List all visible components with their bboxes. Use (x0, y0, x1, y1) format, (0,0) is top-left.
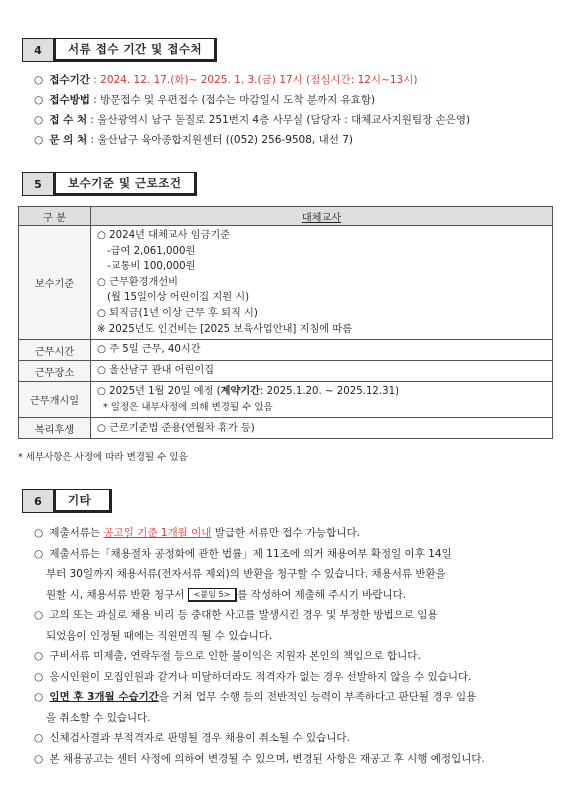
table-header-substitute-teacher: 대체교사 (91, 207, 553, 226)
info-label: 접수기간 (49, 74, 90, 86)
info-row-period: ○ 접수기간 : 2024. 12. 17.(화)~ 2025. 1. 3.(금) 17시 (점심시간: 12시~13시) (34, 74, 418, 86)
row-content (91, 226, 553, 340)
row-content: ○ 울산남구 관내 어린이집 (91, 361, 553, 382)
attachment-badge: <붙임 5> (188, 588, 238, 602)
info-label: 접수방법 (49, 94, 90, 106)
section-title: 보수기준 및 근로조건 (56, 172, 197, 196)
content-note: * 일정은 내부사정에 의해 변경될 수 있음 (103, 401, 273, 413)
row-content (91, 382, 553, 418)
table-header-category: 구 분 (19, 207, 91, 226)
pay-conditions-table (18, 206, 553, 439)
table-row (19, 382, 553, 418)
info-value: 울산남구 육아종합지원센터 ((052) 256-9508, 내선 7) (97, 134, 353, 146)
info-label: 문 의 처 (49, 134, 88, 146)
info-label: 접 수 처 (49, 114, 88, 126)
content-line: -교통비 100,000원 (107, 261, 196, 273)
section-number: 6 (22, 489, 56, 513)
content-line: ○ 퇴직금(1년 이상 근무 후 퇴직 시) (97, 307, 258, 319)
section-6-header (22, 489, 112, 513)
row-label: 복리후생 (19, 418, 91, 439)
section-number: 4 (22, 38, 56, 62)
info-value: 방문접수 및 우편접수 (접수는 마감일시 도착 분까지 유효함) (100, 94, 376, 106)
content-line: (월 15일이상 어린이집 지원 시) (107, 292, 250, 304)
row-label: 근무장소 (19, 361, 91, 382)
row-label: 근무시간 (19, 340, 91, 361)
table-header-row (19, 207, 553, 226)
table-row (19, 361, 553, 382)
content-line: ○ 2024년 대체교사 임금기준 (97, 230, 231, 241)
content-line: ○ 2025년 1월 20일 예정 (계약기간: 2025.1.20. ~ 2025.12.31) (97, 386, 400, 398)
section-title: 서류 접수 기간 및 접수처 (56, 38, 217, 62)
highlight-deadline: 공고일 기준 1개월 이내 (103, 527, 212, 539)
footnote: * 세부사항은 사정에 따라 변경될 수 있음 (18, 452, 188, 463)
table-row (19, 226, 553, 340)
table-row (19, 340, 553, 361)
row-label: 보수기준 (19, 226, 91, 340)
section-5-header (22, 172, 197, 196)
notice-paragraph: ○ 제출서류는 공고일 기준 1개월 이내 발급한 서류만 접수 가능합니다. ○ 제출서류는「채용절차 공정화에 관한 법률」제 11조에 의거 채용여부 확정일 이후 14일 부터 30일까지 채용서류(전자서류 제외)의 반환을 청구할 수 있습니다. 채용서류 반환을 원할 시, 채용서류 반환 청구서 <붙임 5> 를 작성하여 제출해 주시기 바랍니다. ○ 고의 또는 과실로 채용 비리 등 중대한 사고를 발생시킨 경우 및 부정한 방법으로 임용 되었음이 인정될 때에는 직원면직 될 수 있습니다. ○ 구비서류 미제출, 연락두절 등으로 인한 불이익은 지원자 본인의 책임으로 합니다. ○ 응시인원이 모집인원과 같거나 미달하더라도 적격자가 없는 경우 선발하지 않을 수 있습니다. ○ 임면 후 3개월 수습기간을 거쳐 업무 수행 등의 전반적인 능력이 부족하다고 판단될 경우 임용 을 취소할 수 있습니다. ○ 신체검사결과 부적격자로 판명될 경우 채용이 취소될 수 있습니다. ○ 본 채용공고는 센터 사정에 의하여 변경될 수 있으며, 변경된 사항은 재공고 후 시행 예정입니다. (34, 527, 485, 765)
probation-highlight: 임면 후 3개월 수습기간 (49, 691, 159, 703)
section-number: 5 (22, 172, 56, 196)
row-label: 근무개시일 (19, 382, 91, 418)
row-content: ○ 근로기준법 준용(연월차 휴가 등) (91, 418, 553, 439)
content-line: ○ 근무환경개선비 (97, 276, 179, 288)
info-row-contact: ○ 문 의 처 : 울산남구 육아종합지원센터 ((052) 256-9508, 내선 7) (34, 134, 353, 146)
table-row (19, 418, 553, 439)
content-line: -급여 2,061,000원 (107, 245, 196, 257)
content-line: ※ 2025년도 인건비는 [2025 보육사업안내] 지침에 따름 (97, 323, 353, 335)
info-row-method: ○ 접수방법 : 방문접수 및 우편접수 (접수는 마감일시 도착 분까지 유효함) (34, 94, 376, 106)
section-title: 기타 (56, 489, 112, 513)
info-row-place: ○ 접 수 처 : 울산광역시 남구 돋질로 251번지 4층 사무실 (담당자 : 대체교사지원팀장 손은영) (34, 114, 471, 126)
section-4-header (22, 38, 217, 62)
info-value: 2024. 12. 17.(화)~ 2025. 1. 3.(금) 17시 (점심시간: 12시~13시) (100, 74, 418, 86)
info-value: 울산광역시 남구 돋질로 251번지 4층 사무실 (담당자 : 대체교사지원팀장 손은영) (97, 114, 471, 126)
row-content: ○ 주 5일 근무, 40시간 (91, 340, 553, 361)
